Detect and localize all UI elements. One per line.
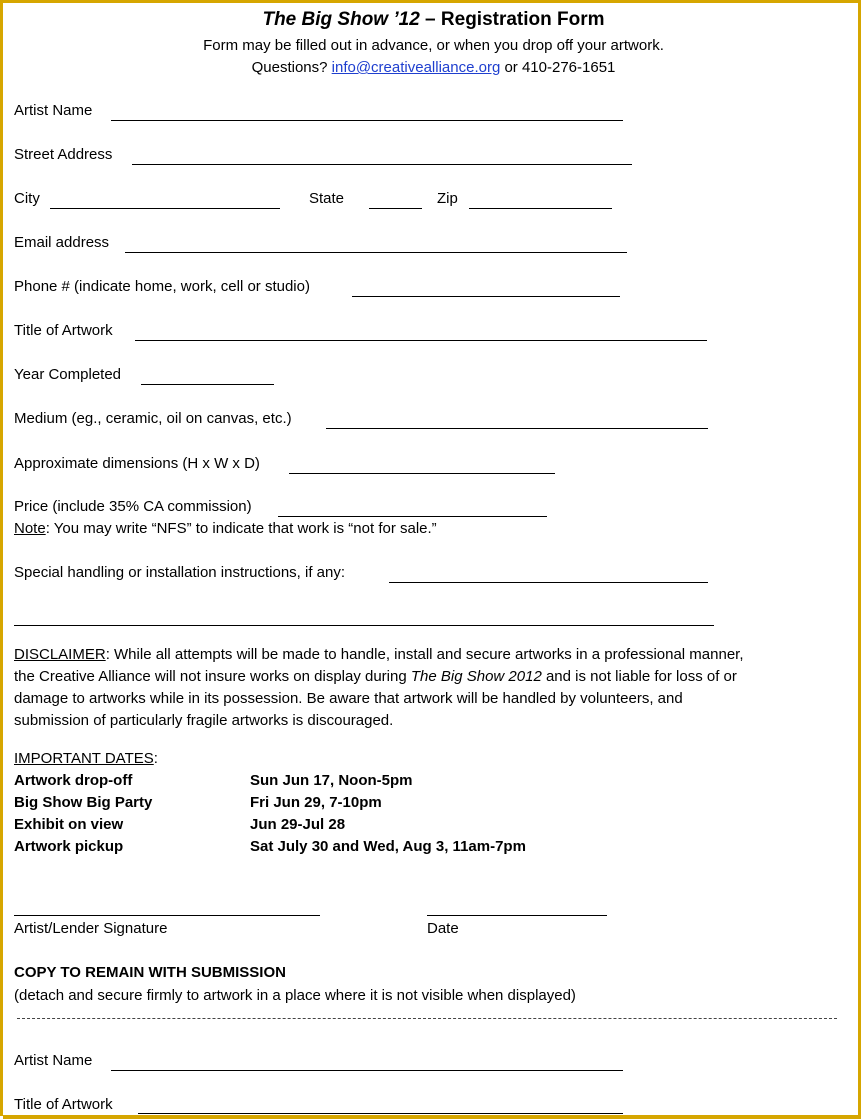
form-subtitle: Form may be filled out in advance, or when you drop off your artwork. <box>203 37 664 54</box>
special-handling-field[interactable] <box>389 582 708 583</box>
price-label: Price (include 35% CA commission) <box>14 498 252 515</box>
email-label: Email address <box>14 234 110 251</box>
street-address-label: Street Address <box>14 146 113 163</box>
copy-artist-name-field[interactable] <box>111 1070 623 1071</box>
title-rest: – Registration Form <box>419 9 605 30</box>
date-label: Big Show Big Party <box>14 794 153 811</box>
price-field[interactable] <box>278 516 547 517</box>
artist-name-field[interactable] <box>111 120 623 121</box>
special-handling-field-2[interactable] <box>14 625 714 626</box>
date-label: Exhibit on view <box>14 816 124 833</box>
date-value: Jun 29-Jul 28 <box>250 816 346 833</box>
date-label: Artwork pickup <box>14 838 124 855</box>
year-completed-label: Year Completed <box>14 366 122 383</box>
disclaimer-line-3: damage to artworks while in its possession. Be aware that artwork will be handled by volunteers, and <box>14 690 683 707</box>
phone-field[interactable] <box>352 296 620 297</box>
zip-field[interactable] <box>469 208 612 209</box>
city-label: City <box>14 190 40 207</box>
year-completed-field[interactable] <box>141 384 274 385</box>
city-field[interactable] <box>50 208 280 209</box>
state-label: State <box>309 190 345 207</box>
signature-date-label: Date <box>427 920 459 937</box>
dimensions-field[interactable] <box>289 473 555 474</box>
questions-suffix: or 410-276-1651 <box>500 59 616 76</box>
disclaimer-line-1 <box>14 646 744 664</box>
title-artwork-label: Title of Artwork <box>14 322 113 339</box>
signature-label: Artist/Lender Signature <box>14 920 168 937</box>
questions-prefix: Questions? <box>251 59 332 76</box>
disclaimer-text-2b: and is not liable for loss of or <box>541 668 737 685</box>
disclaimer-text-2a: the Creative Alliance will not insure works on display during <box>14 668 411 685</box>
copy-heading: COPY TO REMAIN WITH SUBMISSION <box>14 964 286 981</box>
detach-line <box>17 1018 837 1019</box>
date-value: Sat July 30 and Wed, Aug 3, 11am-7pm <box>250 838 526 855</box>
disclaimer-show-name: The Big Show 2012 <box>410 668 542 685</box>
form-title <box>3 9 861 31</box>
dates-heading-colon: : <box>153 750 158 767</box>
dates-heading <box>14 750 158 768</box>
questions-line <box>3 59 861 76</box>
special-handling-label: Special handling or installation instructions, if any: <box>14 564 346 581</box>
note-line <box>14 520 437 538</box>
email-link[interactable]: info@creativealliance.org <box>331 59 501 76</box>
date-field[interactable] <box>427 915 607 916</box>
artist-name-label: Artist Name <box>14 102 93 119</box>
phone-label: Phone # (indicate home, work, cell or studio) <box>14 278 310 295</box>
date-label: Artwork drop-off <box>14 772 133 789</box>
date-value: Fri Jun 29, 7-10pm <box>250 794 382 811</box>
note-label: Note <box>14 520 46 537</box>
zip-label: Zip <box>437 190 458 207</box>
disclaimer-label: DISCLAIMER <box>14 646 106 663</box>
title-artwork-field[interactable] <box>135 340 707 341</box>
disclaimer-line-4: submission of particularly fragile artworks is discouraged. <box>14 712 394 729</box>
email-field[interactable] <box>125 252 627 253</box>
medium-label: Medium (eg., ceramic, oil on canvas, etc.) <box>14 410 292 427</box>
title-italic: The Big Show ’12 <box>262 9 420 30</box>
copy-title-artwork-label: Title of Artwork <box>14 1096 113 1113</box>
medium-field[interactable] <box>326 428 708 429</box>
disclaimer-text-1: : While all attempts will be made to handle, install and secure artworks in a professional manner, <box>105 646 744 663</box>
dimensions-label: Approximate dimensions (H x W x D) <box>14 455 260 472</box>
date-value: Sun Jun 17, Noon-5pm <box>250 772 413 789</box>
street-address-field[interactable] <box>132 164 632 165</box>
copy-title-artwork-field[interactable] <box>138 1113 623 1114</box>
copy-artist-name-label: Artist Name <box>14 1052 93 1069</box>
note-text: : You may write “NFS” to indicate that work is “not for sale.” <box>45 520 437 537</box>
copy-instruction: (detach and secure firmly to artwork in a place where it is not visible when displayed) <box>14 987 576 1004</box>
disclaimer-line-2 <box>14 668 737 686</box>
dates-heading-text: IMPORTANT DATES <box>14 750 154 767</box>
state-field[interactable] <box>369 208 422 209</box>
signature-field[interactable] <box>14 915 320 916</box>
